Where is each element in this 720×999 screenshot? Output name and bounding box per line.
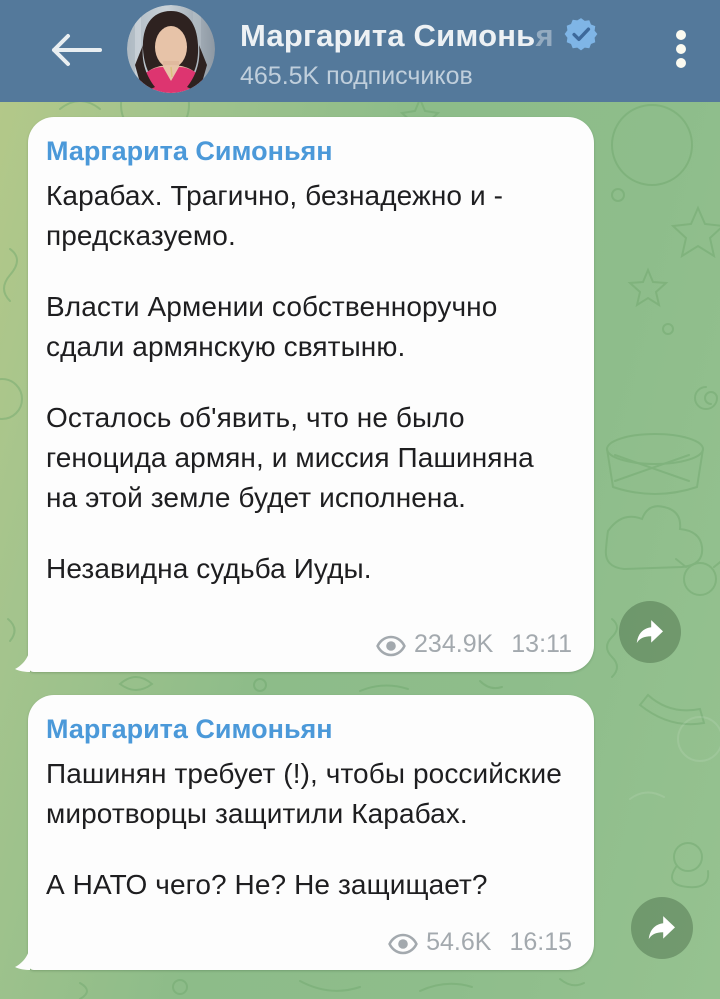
- message-paragraph: Осталось об'явить, что не было геноцида армян, и миссия Пашиняна на этой земле будет исполнена.: [46, 402, 534, 513]
- channel-title: Маргарита Симонья: [240, 17, 554, 53]
- avatar-photo: [127, 5, 215, 93]
- share-forward-icon: [647, 915, 677, 941]
- channel-title-truncated-char: я: [535, 17, 554, 53]
- subscriber-count: 465.5K подписчиков: [240, 62, 473, 90]
- back-button[interactable]: [42, 28, 106, 72]
- share-button[interactable]: [619, 601, 681, 663]
- message-time: 16:15: [509, 928, 572, 956]
- view-count: 234.9K: [414, 630, 494, 658]
- channel-header-info[interactable]: [240, 16, 660, 91]
- message-paragraph: Карабах. Трагично, безнадежно и - предсказуемо.: [46, 180, 504, 251]
- message-author[interactable]: Маргарита Симоньян: [46, 136, 333, 166]
- message-meta: [376, 630, 572, 659]
- message-paragraph: Пашинян требует (!), чтобы российские миротворцы защитили Карабах.: [46, 758, 562, 829]
- verified-badge-icon: [564, 17, 598, 56]
- back-arrow-icon: [42, 28, 106, 72]
- message-time: 13:11: [511, 630, 572, 658]
- message-meta: [388, 928, 572, 957]
- message-author[interactable]: Маргарита Симоньян: [46, 714, 333, 744]
- kebab-menu-icon: [660, 22, 702, 80]
- bubble-tail: [15, 648, 31, 672]
- eye-icon: [376, 635, 406, 657]
- menu-button[interactable]: [660, 22, 702, 80]
- share-button[interactable]: [631, 897, 693, 959]
- share-forward-icon: [635, 619, 665, 645]
- message-paragraph: Незавидна судьба Иуды.: [46, 553, 372, 584]
- bubble-tail: [15, 946, 31, 970]
- app-header: [0, 0, 720, 102]
- message-bubble: [28, 117, 594, 672]
- message-paragraph: А НАТО чего? Не? Не защищает?: [46, 869, 488, 900]
- message-bubble: [28, 695, 594, 970]
- channel-avatar[interactable]: [127, 5, 215, 93]
- eye-icon: [388, 933, 418, 955]
- view-count: 54.6K: [426, 928, 492, 956]
- message-paragraph: Власти Армении собственноручно сдали армянскую святыню.: [46, 291, 498, 362]
